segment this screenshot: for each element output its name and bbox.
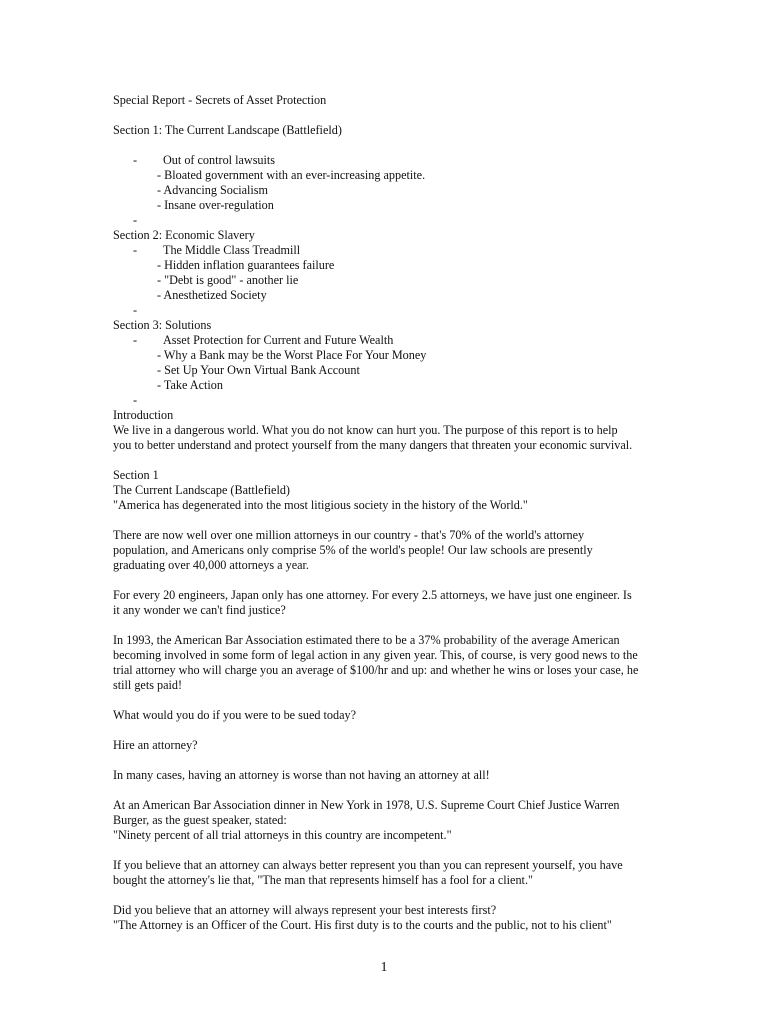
outline-bullet: - Asset Protection for Current and Future Wealth [133, 333, 394, 347]
outline-sub-item: - Anesthetized Society [157, 288, 267, 302]
paragraph-line: still gets paid! [113, 678, 183, 692]
outline-bullet: - The Middle Class Treadmill [133, 243, 301, 257]
page-number: 1 [380, 960, 388, 975]
outline-section1-heading: Section 1: The Current Landscape (Battlefield) [113, 123, 342, 137]
paragraph-line: Burger, as the guest speaker, stated: [113, 813, 287, 827]
paragraph-line: trial attorney who will charge you an average of $100/hr and up: and whether he wins or loses your case, he [113, 663, 639, 677]
paragraph-line: In 1993, the American Bar Association estimated there to be a 37% probability of the average American [113, 633, 620, 647]
outline-sub-item: - "Debt is good" - another lie [157, 273, 299, 287]
outline-section3-heading: Section 3: Solutions [113, 318, 212, 332]
outline-sub-item: - Advancing Socialism [157, 183, 269, 197]
document-body [113, 93, 673, 933]
outline-empty-bullet: - [133, 303, 138, 317]
paragraph-line: graduating over 40,000 attorneys a year. [113, 558, 309, 572]
outline-sub-item: - Why a Bank may be the Worst Place For Your Money [157, 348, 427, 362]
intro-heading: Introduction [113, 408, 174, 422]
quote-litigious: "America has degenerated into the most litigious society in the history of the World." [113, 498, 528, 512]
quote-officer: "The Attorney is an Officer of the Court. His first duty is to the courts and the public, not to his client" [113, 918, 612, 932]
outline-sub-item: - Take Action [157, 378, 223, 392]
outline-empty-bullet: - [133, 393, 138, 407]
quote-incompetent: "Ninety percent of all trial attorneys in this country are incompetent." [113, 828, 452, 842]
paragraph-line: it any wonder we can't find justice? [113, 603, 286, 617]
paragraph-line: There are now well over one million attorneys in our country - that's 70% of the world's attorney [113, 528, 585, 542]
paragraph-worse: In many cases, having an attorney is worse than not having an attorney at all! [113, 768, 490, 782]
section1-label: Section 1 [113, 468, 159, 482]
outline-sub-item: - Hidden inflation guarantees failure [157, 258, 335, 272]
outline-sub-item: - Bloated government with an ever-increasing appetite. [157, 168, 426, 182]
outline-empty-bullet: - [133, 213, 138, 227]
paragraph-line: Did you believe that an attorney will always represent your best interests first? [113, 903, 497, 917]
question-hire: Hire an attorney? [113, 738, 198, 752]
paragraph-line: At an American Bar Association dinner in New York in 1978, U.S. Supreme Court Chief Justice Warren [113, 798, 620, 812]
paragraph-line: population, and Americans only comprise 5% of the world's people! Our law schools are presently [113, 543, 593, 557]
paragraph-line: you to better understand and protect yourself from the many dangers that threaten your economic survival. [113, 438, 633, 452]
document-title: Special Report - Secrets of Asset Protection [113, 93, 327, 107]
paragraph-line: For every 20 engineers, Japan only has one attorney. For every 2.5 attorneys, we have just one engineer. Is [113, 588, 632, 602]
paragraph-line: bought the attorney's lie that, "The man that represents himself has a fool for a client." [113, 873, 533, 887]
outline-bullet: - Out of control lawsuits [133, 153, 276, 167]
paragraph-line: We live in a dangerous world. What you do not know can hurt you. The purpose of this report is to help [113, 423, 618, 437]
paragraph-line: If you believe that an attorney can always better represent you than you can represent yourself, you have [113, 858, 623, 872]
paragraph-line: becoming involved in some form of legal action in any given year. This, of course, is very good news to the [113, 648, 638, 662]
section1-title: The Current Landscape (Battlefield) [113, 483, 290, 497]
outline-section2-heading: Section 2: Economic Slavery [113, 228, 255, 242]
outline-sub-item: - Set Up Your Own Virtual Bank Account [157, 363, 360, 377]
outline-sub-item: - Insane over-regulation [157, 198, 274, 212]
question-sued: What would you do if you were to be sued today? [113, 708, 357, 722]
